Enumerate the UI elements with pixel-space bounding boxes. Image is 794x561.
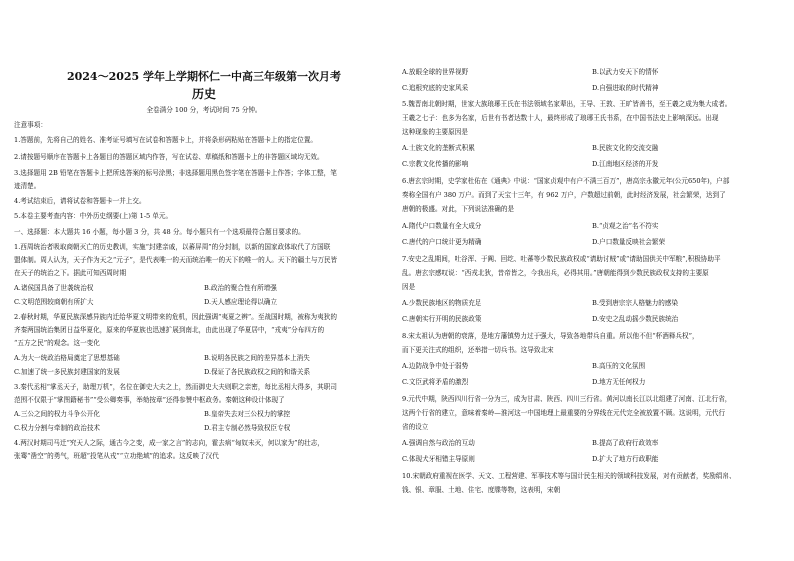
q7-options-row2 [402, 315, 782, 323]
q1-option-c[interactable]: C.文明范围较商朝有所扩大 [14, 298, 94, 306]
q3-option-b[interactable]: B.皇帝失去对三公权力的掌控 [204, 410, 291, 418]
q1-line2: 盟体制。周人认为，天子作为天之“元子”，是代表唯一的天而统治唯一的天下的唯一的人。天下的疆土与万民皆 [14, 256, 338, 264]
q2-option-d[interactable]: D.保证了各民族政权之间的和谐关系 [204, 368, 311, 376]
q4-option-d[interactable]: D.自强进取的时代精神 [592, 84, 659, 92]
q9-line2: 这两个行省的建立，意味着秦岭—淮河这一中国地理上最重要的分界线在元代完全被放置不顾。这说明，元代行 [402, 409, 726, 417]
q4-option-c[interactable]: C.追根究底的史家风采 [402, 84, 469, 92]
q5-line3: 这种现象的主要原因是 [402, 128, 468, 136]
q6-line3: 唐朝的极盛。对此，下列说法准确的是 [402, 205, 515, 213]
note-5: 5.本卷主要考查内容：中外历史纲要(上)第 1-5 单元。 [14, 212, 173, 220]
q6-option-b[interactable]: B.“贞观之治”名不符实 [592, 222, 659, 230]
q2-line2: 齐秦两国统治集团日益华夏化，原来的华夏族也迅速扩展到南北，由此出现了华夏居中，“戎夷”分布四方的 [14, 326, 325, 334]
q8-options-row2 [402, 378, 782, 386]
q5-line1: 5.魏晋南北朝时期，世家大族琅琊王氏在书法领域名家辈出，王导、王敦、王旷皆善书，至王羲之成为集大成者。 [402, 100, 732, 108]
notes-heading: 注意事项： [14, 121, 47, 129]
q3-option-d[interactable]: D.君主专制必然导致权臣专权 [204, 424, 291, 432]
q6-line2: 奏称全国有户 380 万户。而到了天宝十三年，有 962 万户，户数超过前朝，此时经济发展，社会繁荣，达到了 [402, 191, 726, 199]
q4-options-row2 [402, 84, 782, 92]
note-3-line2: 迹清楚。 [14, 182, 41, 190]
q5-options-row2 [402, 160, 782, 168]
q3-line2: 范围不仅限于“掌图籍秘书”“受公卿奏事，举劾按章”还得参赞中枢政务。秦朝这种设计体现了 [14, 396, 285, 404]
q4-options-row1 [402, 68, 782, 76]
q3-option-c[interactable]: C.权力分割与牵制的政治技术 [14, 424, 101, 432]
q8-line1: 8.宋太祖认为唐朝的衰落，是地方藩镇势力过于强大，导致各地带兵自重。所以他不但“杯酒释兵权”， [402, 332, 699, 340]
q10-line1: 10.宋朝政府重视在医学、天文、工程营建、军事技术等与国计民生相关的领域科技发展，对有贡献者，奖励绢帛、 [402, 472, 736, 480]
q8-option-c[interactable]: C.文臣武将矛盾的激烈 [402, 378, 469, 386]
q2-options-row1 [14, 354, 394, 362]
q9-line3: 省的设立 [402, 423, 429, 431]
q2-options-row2 [14, 368, 394, 376]
q7-option-d[interactable]: D.安史之乱动摇少数民族统治 [592, 315, 679, 323]
q6-option-d[interactable]: D.户口数量反映社会繁荣 [592, 238, 666, 246]
q1-option-d[interactable]: D.天人感应理论得以确立 [204, 298, 278, 306]
note-2: 2.请按题号顺序在答题卡上各题目的答题区域内作答，写在试卷、草稿纸和答题卡上的非答题区域均无效。 [14, 153, 324, 161]
note-4: 4.考试结束后，请将试卷和答题卡一并上交。 [14, 197, 146, 205]
q8-line2: 而下更关注式的组织，还举措一切兵书。这导致北宋 [402, 346, 554, 354]
q4-line2: 张骞“凿空”的勇气，班超“投笔从戎”“立功绝域”的追求。这反映了汉代 [14, 452, 219, 460]
q1-line3: 在天子的统治之下。据此可知西周时期 [14, 269, 127, 277]
q6-options-row1 [402, 222, 782, 230]
q4-line1: 4.两汉时期司马迁“究天人之际，通古今之变，成一家之言”的志向，霍去病“匈奴未灭，何以家为”的壮志， [14, 439, 324, 447]
q4-option-a[interactable]: A.放眼全球的世界视野 [402, 68, 469, 76]
q1-options-row2 [14, 298, 394, 306]
q5-options-row1 [402, 144, 782, 152]
q9-option-a[interactable]: A.强调自然与政治的互动 [402, 439, 475, 447]
q7-line3: 因是 [402, 283, 416, 291]
q6-line1: 6.唐玄宗时期，史学家杜佑在《通典》中说：“国家贞观中有户不满三百万”，唐高宗永徽元年(公元650年)，户部 [402, 177, 730, 185]
note-3-line1: 3.选择题用 2B 铅笔在答题卡上把所选答案的标号涂黑；非选择题用黑色签字笔在答题卡上作答；字体工整，笔 [14, 169, 337, 177]
q2-option-b[interactable]: B.说明各民族之间的差异基本上消失 [204, 354, 310, 362]
section-1-heading: 一、选择题：本大题共 16 小题，每小题 3 分，共 48 分。每小题只有一个选项最符合题目要求的。 [14, 228, 305, 236]
q3-option-a[interactable]: A.三公之间的权力斗争公开化 [14, 410, 100, 418]
q7-line2: 乱。唐玄宗感叹说：“西戎北狄，昔帝皆之，今我出兵，必得其用。”唐朝能得到少数民族政权支持的主要原 [402, 269, 709, 277]
q7-option-b[interactable]: B.受到唐宗宗人格魅力的感染 [592, 299, 679, 307]
q8-option-b[interactable]: B.高压的文化氛围 [592, 362, 646, 370]
q9-options-row2 [402, 455, 782, 463]
exam-title: 2024～2025 学年上学期怀仁一中高三年级第一次月考 [66, 70, 342, 83]
q9-option-b[interactable]: B.提高了政府行政效率 [592, 439, 659, 447]
q8-option-a[interactable]: A.边防战争中处于弱势 [402, 362, 469, 370]
q2-line3: “五方之民”的观念。这一变化 [14, 339, 100, 347]
note-1: 1.答题前，先将自己的姓名、准考证号填写在试卷和答题卡上，并将条形码粘贴在答题卡上的指定位置。 [14, 136, 318, 144]
q7-option-c[interactable]: C.唐朝实行开明的民族政策 [402, 315, 482, 323]
q2-option-a[interactable]: A.为大一统政治格局奠定了思想基础 [14, 354, 120, 362]
q9-options-row1 [402, 439, 782, 447]
q1-options-row1 [14, 284, 394, 292]
q3-options-row1 [14, 410, 394, 418]
q5-option-c[interactable]: C.宗教文化传播的影响 [402, 160, 469, 168]
q5-line2: 王羲之七子：也多为名家，后世有书者达数十人，最终形成了琅琊王氏书系，在中国书法史上影响深远。出现 [402, 114, 719, 122]
q4-option-b[interactable]: B.以武力安天下的情怀 [592, 68, 659, 76]
q5-option-d[interactable]: D.江南地区经济的开发 [592, 160, 659, 168]
score-info: 全卷满分 100 分，考试时间 75 分钟。 [146, 106, 262, 114]
q6-options-row2 [402, 238, 782, 246]
q3-options-row2 [14, 424, 394, 432]
q8-options-row1 [402, 362, 782, 370]
q1-option-b[interactable]: B.政治的聚合性有所增强 [204, 284, 277, 292]
q6-option-c[interactable]: C.唐代的户口统计更为精确 [402, 238, 482, 246]
q2-option-c[interactable]: C.加速了统一多民族封建国家的发展 [14, 368, 120, 376]
q3-line1: 3.秦代丞相“掌丞天子，助理万机”，名位在御史大夫之上，然而御史大夫则职之亲密，每比丞相大得多，其职司 [14, 383, 337, 391]
q9-option-c[interactable]: C.体现犬牙相错主导原则 [402, 455, 475, 463]
q10-line2: 钱、银、章服、土地、住宅、度牒等物，这表明，宋朝 [402, 486, 561, 494]
q8-option-d[interactable]: D.地方无任何权力 [592, 378, 646, 386]
q1-line1: 1.西周统治者吸取商朝灭亡的历史教训，实施“封建亲戚，以蕃屏周”的分封制，以新的国家政体取代了方国联 [14, 243, 331, 251]
q9-option-d[interactable]: D.扩大了地方行政职能 [592, 455, 659, 463]
q1-option-a[interactable]: A.诸侯国具备了世袭统治权 [14, 284, 94, 292]
q7-line1: 7.安史之乱期间，吐谷浑、于阗、回纥、吐蕃等少数民族政权或“请助讨贼”或“请助国供关中军粮”,积极协助平 [402, 255, 721, 263]
q9-line1: 9.元代中期，陕西四川行省一分为三，成为甘肃、陕西、四川三行省。黄河以南长江以北组建了河南、江北行省， [402, 395, 732, 403]
q2-line1: 2.春秋时期，华夏民族深感异族内迁给华夏文明带来的危机，因此强调“夷夏之辨”。至战国时期，被称为夷狄的 [14, 313, 337, 321]
q7-options-row1 [402, 299, 782, 307]
q6-option-a[interactable]: A.隋代户口数量有全大成分 [402, 222, 482, 230]
q5-option-a[interactable]: A.士族文化的垄断式积累 [402, 144, 475, 152]
subject-title: 历史 [191, 87, 216, 101]
q5-option-b[interactable]: B.民族文化的交流交融 [592, 144, 659, 152]
q7-option-a[interactable]: A.少数民族地区的物质充足 [402, 299, 482, 307]
